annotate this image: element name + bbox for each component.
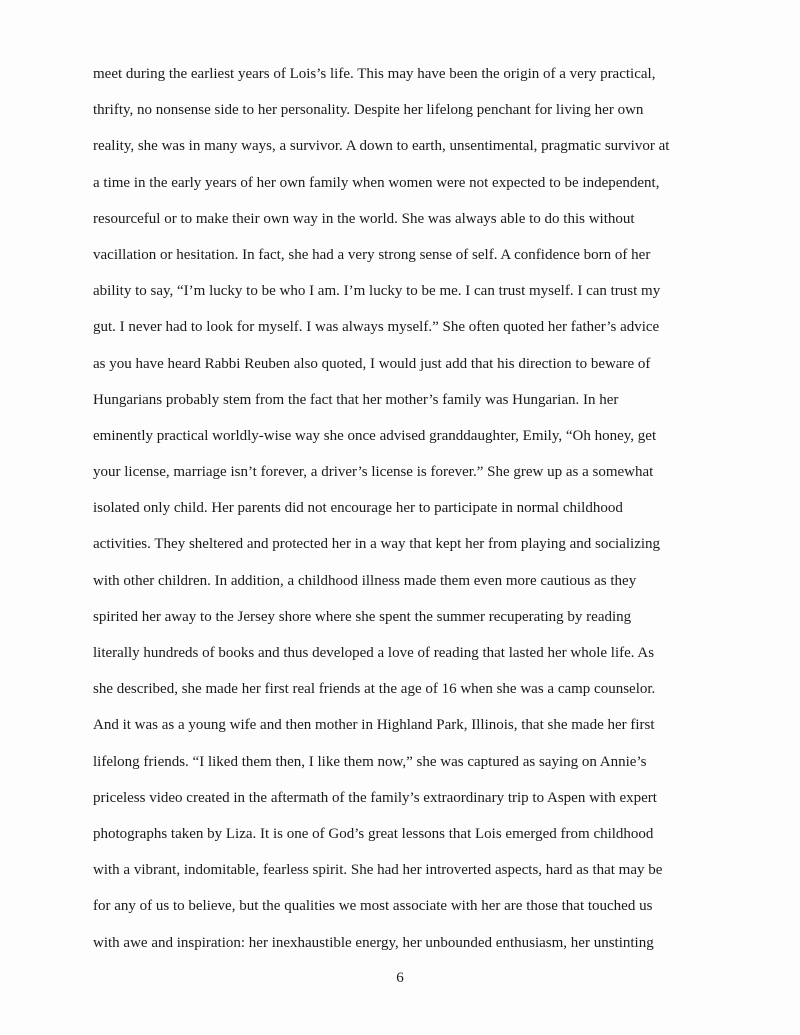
text-line: thrifty, no nonsense side to her personality. Despite her lifelong penchant for living her own: [93, 102, 644, 119]
text-line: lifelong friends. “I liked them then, I like them now,” she was captured as saying on Annie’s: [93, 753, 647, 770]
text-line: ability to say, “I’m lucky to be who I am. I’m lucky to be me. I can trust myself. I can trust my: [93, 283, 661, 300]
text-line: a time in the early years of her own family when women were not expected to be independent,: [93, 174, 660, 191]
text-line: reality, she was in many ways, a survivor. A down to earth, unsentimental, pragmatic survivor at: [93, 138, 670, 155]
text-line: activities. They sheltered and protected her in a way that kept her from playing and socializing: [93, 536, 661, 553]
text-line: with a vibrant, indomitable, fearless spirit. She had her introverted aspects, hard as that may be: [93, 862, 663, 879]
text-line: as you have heard Rabbi Reuben also quoted, I would just add that his direction to beware of: [93, 355, 651, 372]
text-line: vacillation or hesitation. In fact, she had a very strong sense of self. A confidence born of her: [93, 246, 651, 263]
text-line: spirited her away to the Jersey shore where she spent the summer recuperating by reading: [93, 608, 632, 625]
text-line: your license, marriage isn’t forever, a driver’s license is forever.” She grew up as a somewhat: [93, 464, 654, 481]
text-line: photographs taken by Liza. It is one of God’s great lessons that Lois emerged from childhood: [93, 825, 654, 842]
text-line: she described, she made her first real friends at the age of 16 when she was a camp counselor.: [93, 681, 656, 698]
text-line: Hungarians probably stem from the fact that her mother’s family was Hungarian. In her: [93, 391, 619, 408]
text-line: for any of us to believe, but the qualities we most associate with her are those that touched us: [93, 898, 653, 915]
text-line: eminently practical worldly-wise way she once advised granddaughter, Emily, “Oh honey, get: [93, 427, 657, 444]
text-line: priceless video created in the aftermath of the family’s extraordinary trip to Aspen with expert: [93, 789, 657, 806]
text-line: with other children. In addition, a childhood illness made them even more cautious as they: [93, 572, 637, 589]
text-line: meet during the earliest years of Lois’s life. This may have been the origin of a very practical,: [93, 66, 656, 82]
page-number: 6: [396, 970, 404, 986]
text-line: isolated only child. Her parents did not encourage her to participate in normal childhood: [93, 500, 623, 517]
text-line: resourceful or to make their own way in the world. She was always able to do this without: [93, 210, 635, 227]
text-line: And it was as a young wife and then mother in Highland Park, Illinois, that she made her first: [93, 717, 655, 734]
text-line: with awe and inspiration: her inexhaustible energy, her unbounded enthusiasm, her unstinting: [93, 934, 654, 951]
body-text: [93, 62, 723, 967]
text-line: gut. I never had to look for myself. I was always myself.” She often quoted her father’s advice: [93, 319, 660, 336]
text-line: literally hundreds of books and thus developed a love of reading that lasted her whole life. As: [93, 645, 655, 661]
